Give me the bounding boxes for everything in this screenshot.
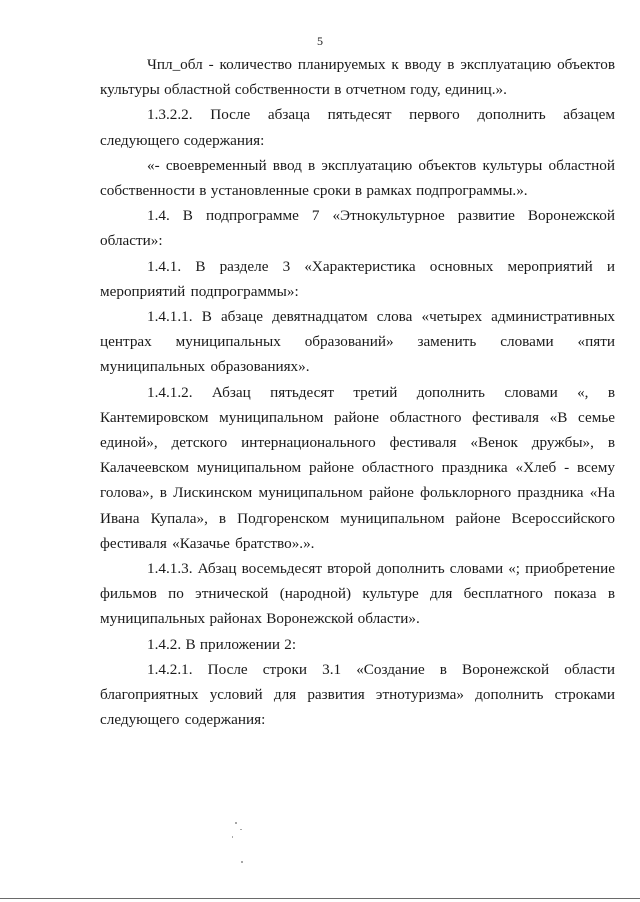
paragraph-1-4-2-1: 1.4.2.1. После строки 3.1 «Создание в Воронежской области благоприятных условий для развития этнотуризма» дополнить строками следующего содержания:	[100, 660, 615, 729]
document-body	[100, 52, 615, 732]
scan-speck	[232, 836, 233, 838]
paragraph-chpl-definition: Чпл_обл - количество планируемых к вводу в эксплуатацию объектов культуры областной собственности в отчетном году, единиц.».	[100, 56, 615, 99]
paragraph-1-4: 1.4. В подпрограмме 7 «Этнокультурное развитие Воронежской области»:	[100, 207, 615, 250]
scan-speck	[235, 822, 237, 824]
paragraph-1-4-1: 1.4.1. В разделе 3 «Характеристика основных мероприятий и мероприятий подпрограммы»:	[100, 257, 615, 300]
paragraph-timely-commissioning: «- своевременный ввод в эксплуатацию объектов культуры областной собственности в установленные сроки в рамках подпрограммы.».	[100, 156, 615, 200]
paragraph-1-4-1-3: 1.4.1.3. Абзац восемьдесят второй дополнить словами «; приобретение фильмов по этнической (народной) культуре для бесплатного показа в муниципальных районах Воронежской области».	[100, 560, 615, 628]
paragraph-1-4-2: 1.4.2. В приложении 2:	[147, 635, 297, 653]
paragraph-1-4-1-1: 1.4.1.1. В абзаце девятнадцатом слова «четырех административных центрах муниципальных образований» заменить словами «пяти муниципальных образованиях».	[100, 308, 615, 376]
paragraph-1-4-1-2: 1.4.1.2. Абзац пятьдесят третий дополнить словами «, в Кантемировском муниципальном районе областного фестиваля «В семье единой», детского интернационального фестиваля «Венок дружбы», в Калачеевском муниципальном районе областного праздника «Хлеб - всему голова», в Лискинском муниципальном районе фольклорного праздника «На Ивана Купала», в Подгоренском муниципальном районе Всероссийского фестиваля «Казачье братство».».	[100, 383, 615, 552]
paragraph-1-3-2-2: 1.3.2.2. После абзаца пятьдесят первого дополнить абзацем следующего содержания:	[100, 106, 615, 149]
scan-speck	[241, 861, 243, 863]
page-number: 5	[317, 34, 323, 48]
bottom-scan-edge	[0, 898, 640, 899]
scan-speck	[240, 829, 242, 830]
